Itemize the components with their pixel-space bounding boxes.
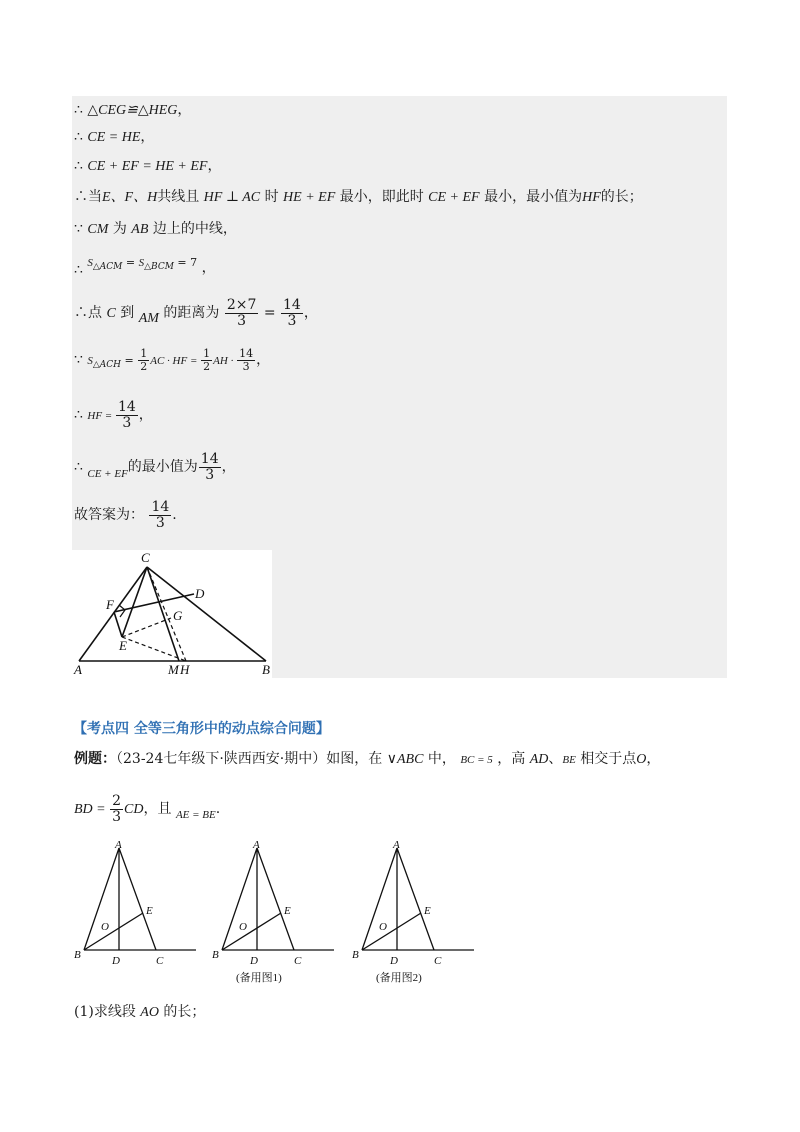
caption: (备用图1) bbox=[236, 972, 282, 984]
solution-diagram bbox=[72, 550, 272, 678]
math: CM bbox=[87, 222, 109, 237]
segment-be bbox=[362, 913, 421, 950]
because-symbol: ∵ bbox=[74, 352, 83, 369]
label-c: C bbox=[434, 955, 442, 967]
solution-line-7 bbox=[74, 298, 318, 328]
caption: (备用图2) bbox=[376, 972, 422, 984]
punctuation: ， bbox=[207, 158, 222, 174]
fraction bbox=[116, 400, 138, 430]
punctuation: ， bbox=[201, 260, 216, 276]
text: 最小，最小值为 bbox=[484, 189, 583, 205]
math: = bbox=[121, 354, 138, 368]
denominator: 3 bbox=[237, 312, 247, 329]
text: 的最小值为 bbox=[127, 459, 198, 476]
solution-line-8 bbox=[74, 348, 270, 372]
text: ，且 bbox=[143, 801, 172, 818]
punctuation: ， bbox=[138, 407, 153, 424]
math: E、F、H bbox=[102, 190, 158, 205]
denominator: 3 bbox=[122, 414, 132, 431]
label-a: A bbox=[253, 839, 260, 851]
subscript: △ACM bbox=[92, 262, 123, 272]
math: C bbox=[106, 306, 116, 322]
punctuation: ， bbox=[256, 352, 271, 369]
text: 时 bbox=[264, 189, 279, 205]
therefore-symbol: ∴ bbox=[74, 129, 83, 145]
text: ∴点 bbox=[74, 305, 102, 322]
figure-2 bbox=[212, 839, 334, 984]
segment-ce bbox=[122, 567, 147, 637]
text: 求线段 bbox=[93, 1004, 136, 1020]
fraction bbox=[201, 348, 212, 372]
numerator: 1 bbox=[140, 347, 148, 360]
segment-ab bbox=[362, 848, 397, 950]
congruence-expression: △CEG≌△HEG bbox=[87, 103, 178, 118]
math: = 7 bbox=[173, 256, 198, 269]
denominator: 2 bbox=[203, 359, 211, 373]
fraction bbox=[138, 348, 149, 372]
text: ，高 bbox=[497, 751, 526, 767]
math: CE + EF bbox=[428, 190, 480, 205]
therefore-symbol: ∴ bbox=[74, 459, 83, 476]
label-o: O bbox=[239, 921, 247, 933]
denominator: 3 bbox=[112, 808, 122, 825]
subscript: △ACH bbox=[92, 360, 122, 371]
label-d: D bbox=[250, 955, 258, 967]
label-b: B bbox=[352, 949, 359, 961]
punctuation: ， bbox=[221, 459, 236, 476]
answer-line bbox=[74, 500, 177, 530]
solution-line-5 bbox=[74, 222, 237, 237]
label-a: A bbox=[74, 662, 82, 677]
segment-be bbox=[222, 913, 281, 950]
solution-line-3 bbox=[74, 159, 221, 174]
text: ， bbox=[646, 751, 661, 767]
label-o: O bbox=[101, 921, 109, 933]
segment-be bbox=[84, 913, 143, 950]
math: HF = bbox=[87, 410, 115, 423]
label-d: D bbox=[195, 586, 205, 601]
math: HF bbox=[582, 190, 601, 205]
section-title: 【考点四 全等三角形中的动点综合问题】 bbox=[73, 721, 330, 737]
fraction bbox=[199, 452, 221, 482]
text: 、 bbox=[548, 751, 563, 767]
math: HF ⊥ AC bbox=[203, 190, 261, 205]
numerator: 14 bbox=[283, 297, 301, 313]
text: 的长； bbox=[163, 1004, 206, 1020]
math: O bbox=[636, 752, 647, 767]
equation: CE = HE bbox=[87, 130, 141, 145]
math: BC = 5 bbox=[460, 754, 493, 766]
punctuation: . bbox=[215, 801, 221, 818]
dashed-eg bbox=[122, 618, 171, 637]
segment-ac bbox=[79, 567, 147, 661]
label-e: E bbox=[146, 905, 153, 917]
math: AE = BE bbox=[175, 809, 216, 822]
label-o: O bbox=[379, 921, 387, 933]
therefore-symbol: ∴ bbox=[74, 102, 83, 118]
answer-label: 故答案为： bbox=[74, 507, 144, 524]
fraction bbox=[237, 348, 255, 372]
text: 边上的中线， bbox=[152, 221, 237, 237]
math: CE + EF bbox=[87, 468, 128, 481]
label-e: E bbox=[424, 905, 431, 917]
math: ∨ABC bbox=[386, 752, 424, 767]
label-d: D bbox=[112, 955, 120, 967]
math: S bbox=[87, 355, 93, 368]
therefore-symbol: ∴ bbox=[74, 262, 83, 278]
numerator: 14 bbox=[239, 347, 254, 360]
numerator: 14 bbox=[151, 499, 170, 515]
example-figures bbox=[0, 836, 800, 986]
label-f: F bbox=[106, 597, 114, 612]
because-symbol: ∵ bbox=[74, 221, 83, 237]
solution-line-2 bbox=[74, 130, 154, 145]
math: HE + EF bbox=[283, 190, 336, 205]
therefore-symbol: ∴ bbox=[74, 407, 83, 424]
segment-ac bbox=[119, 848, 156, 950]
label-c: C bbox=[141, 550, 150, 565]
subscript: △BCM bbox=[144, 262, 174, 272]
text: （23-24七年级下·陕西西安·期中）如图，在 bbox=[116, 751, 383, 767]
solution-line-9 bbox=[74, 400, 153, 430]
numerator: 2 bbox=[112, 793, 122, 809]
fraction bbox=[110, 794, 123, 824]
label-b: B bbox=[212, 949, 219, 961]
segment-ab bbox=[84, 848, 119, 950]
label-a: A bbox=[393, 839, 400, 851]
label-b: B bbox=[74, 949, 81, 961]
denominator: 3 bbox=[155, 514, 165, 531]
numerator: 14 bbox=[200, 451, 219, 467]
label-m: M bbox=[168, 662, 179, 677]
label-b: B bbox=[262, 662, 270, 677]
text: ∴当 bbox=[74, 189, 102, 205]
example-label: 例题： bbox=[74, 751, 116, 767]
solution-line-10 bbox=[74, 452, 236, 482]
numerator: 1 bbox=[203, 347, 211, 360]
figure-1 bbox=[74, 839, 196, 967]
label-d: D bbox=[390, 955, 398, 967]
punctuation: . bbox=[172, 507, 177, 524]
label-g: G bbox=[173, 608, 183, 623]
segment-ab bbox=[222, 848, 257, 950]
text: 为 bbox=[112, 221, 127, 237]
figure-3 bbox=[352, 839, 474, 984]
text: 相交于点 bbox=[580, 751, 637, 767]
text: 中， bbox=[427, 751, 456, 767]
solution-line-6 bbox=[74, 255, 216, 278]
punctuation: ， bbox=[303, 305, 318, 322]
math: CD bbox=[124, 802, 144, 818]
answer-fraction bbox=[149, 500, 171, 530]
math: AD bbox=[529, 752, 549, 767]
example-condition bbox=[74, 794, 220, 824]
label-c: C bbox=[294, 955, 302, 967]
denominator: 3 bbox=[205, 466, 215, 483]
solution-line-4 bbox=[74, 190, 643, 205]
math: AH · bbox=[213, 355, 237, 368]
question-number: (1) bbox=[74, 1004, 94, 1020]
punctuation: ， bbox=[177, 102, 192, 118]
triangle-figure bbox=[72, 550, 272, 678]
numerator: 2×7 bbox=[226, 297, 257, 313]
text: 到 bbox=[120, 305, 135, 322]
dashed-eh bbox=[122, 637, 186, 661]
math: BE bbox=[562, 754, 576, 766]
math: AC · HF = bbox=[150, 355, 201, 368]
example-statement bbox=[74, 752, 660, 767]
punctuation: ， bbox=[140, 129, 155, 145]
label-c: C bbox=[156, 955, 164, 967]
math: = bbox=[122, 256, 139, 269]
therefore-symbol: ∴ bbox=[74, 158, 83, 174]
equation: CE + EF = HE + EF bbox=[87, 159, 208, 174]
fraction bbox=[281, 298, 303, 328]
denominator: 2 bbox=[140, 359, 148, 373]
label-h: H bbox=[180, 662, 190, 677]
math: AB bbox=[131, 222, 149, 237]
label-e: E bbox=[284, 905, 291, 917]
question-1 bbox=[74, 1005, 205, 1020]
denominator: 3 bbox=[287, 312, 297, 329]
math: AM bbox=[138, 311, 159, 327]
math: S bbox=[87, 257, 93, 269]
segment-ac bbox=[257, 848, 294, 950]
segment-ac bbox=[397, 848, 434, 950]
text: 的长； bbox=[600, 189, 643, 205]
numerator: 14 bbox=[117, 399, 136, 415]
text: 共线且 bbox=[157, 189, 200, 205]
text: 的距离为 bbox=[163, 305, 220, 322]
label-a: A bbox=[115, 839, 122, 851]
segment-cb bbox=[147, 567, 266, 661]
solution-line-1 bbox=[74, 103, 191, 118]
denominator: 3 bbox=[242, 359, 250, 373]
math: AO bbox=[140, 1005, 159, 1020]
math: = bbox=[259, 305, 281, 322]
text: 最小，即此时 bbox=[339, 189, 424, 205]
math: S bbox=[138, 257, 145, 269]
math: BD = bbox=[74, 802, 110, 818]
fraction bbox=[225, 298, 259, 328]
label-e: E bbox=[119, 638, 127, 653]
